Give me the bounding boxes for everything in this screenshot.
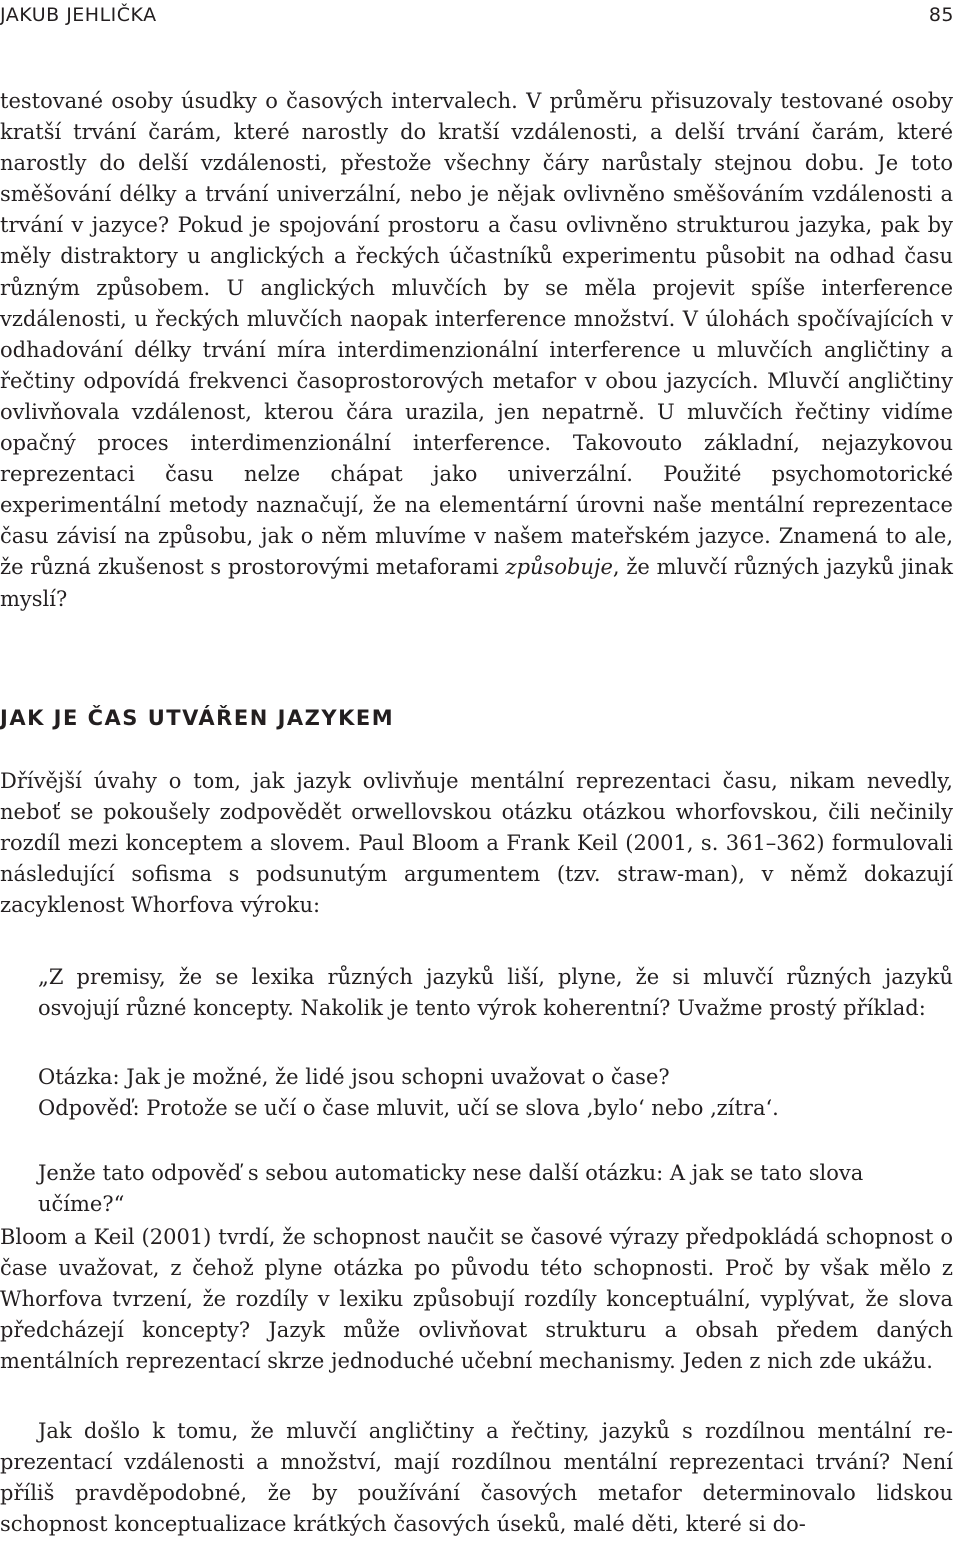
body-paragraph-4: Jak došlo k tomu, že mluvčí angličtiny a řečtiny, jazyků s rozdílnou mentální reprezentací vzdálenosti a množství, mají rozdílnou mentální reprezentaci trvání? Není příliš pravděpodobné, že by používání časových metafor determinovalo lidskou schopnost konceptualizace krátkých časových úseků, malé děti, které si do- (0, 1419, 953, 1537)
block-quote-closing: Jenže tato odpověď s sebou automaticky nese další otázku: A jak se tato slova učíme?“ (38, 1161, 864, 1217)
running-head-author: JAKUB JEHLIČKA (0, 4, 157, 26)
body-paragraph-3: Bloom a Keil (2001) tvrdí, že schopnost naučit se časové výrazy předpokládá schopnost o čase uvažovat, z čehož plyne otázka po původu této schopnosti. Proč by však mělo z Whorfova tvrzení, že rozdíly v lexiku způsobují rozdíly konceptuální, vyplývat, že slova předcházejí koncepty? Jazyk může ovlivňovat strukturu a obsah předem daných mentálních reprezentací skrze jednoduché učební mechanismy. Jeden z nich zde ukážu. (0, 1225, 953, 1374)
body-paragraph-2: Dřívější úvahy o tom, jak jazyk ovlivňuje mentální reprezentaci času, nikam nevedly, neboť se pokoušely zodpovědět orwellovskou otázku otázkou whorfovskou, čili nečinily rozdíl mezi konceptem a slovem. Paul Bloom a Frank Keil (2001, s. 361–362) formulovali následující sofisma s podsunutým argumentem (tzv. straw-man), v němž dokazují zacyklenost Whorfova výroku: (0, 769, 953, 918)
running-head (0, 4, 954, 28)
block-quote-opening: „Z premisy, že se lexika různých jazyků liší, plyne, že si mluvčí různých jazyků osvojují různé koncepty. Nakolik je tento výrok koherentní? Uvažme prostý příklad: (38, 965, 953, 1021)
body-paragraph-1 (0, 86, 953, 615)
page-number: 85 (928, 4, 954, 26)
paragraph-1-text-end: , že mluvčí různých jazyků jinak myslí? (0, 555, 953, 611)
section-heading: JAK JE ČAS UTVÁŘEN JAZYKEM (0, 706, 395, 730)
paragraph-1-emphasis: způsobuje (505, 555, 613, 580)
block-quote-question: Otázka: Jak je možné, že lidé jsou schopni uvažovat o čase? (38, 1065, 670, 1089)
block-quote-answer: Odpověď: Protože se učí o čase mluvit, učí se slova ‚bylo‘ nebo ‚zítra‘. (38, 1096, 779, 1120)
paragraph-1-text: testované osoby úsudky o časových intervalech. V průměru přisuzovaly testované osoby kratší trvání čarám, které narostly do kratší vzdálenosti, a delší trvání čarám, které narostly do delší vzdálenosti, přestože všechny čáry narůstaly stejnou dobu. Je toto směšování délky a trvání univerzální, nebo je nějak ovlivněno směšováním vzdálenosti a trvání v jazyce? Pokud je spojování prostoru a času ovlivněno strukturou jazyka, pak by měly distraktory u anglických a řeckých účastníků experimentu působit na odhad času různým způsobem. U anglických mluvčích by se měla projevit spíše interference vzdálenosti, u řeckých mluvčích naopak interference množství. V úlohách spočívajících v odhadování délky trvání míra interdimenzionální interference u mluvčích angličtiny a řečtiny odpovídá frekvenci časoprostorových metafor v obou jazycích. Mluvčí angličtiny ovlivňovala vzdálenost, kterou čára urazila, jen nepatrně. U mluvčích řečtiny vidíme opačný proces interdimenzionální interference. Takovouto základní, nejazykovou reprezentaci času nelze chápat jako univerzální. Použité psychomotorické experimentální metody naznačují, že na elementární úrovni naše mentální reprezentace času závisí na způsobu, jak o něm mluvíme v našem mateřském jazyce. Znamená to ale, že různá zkušenost s prostorovými metaforami (0, 89, 953, 580)
